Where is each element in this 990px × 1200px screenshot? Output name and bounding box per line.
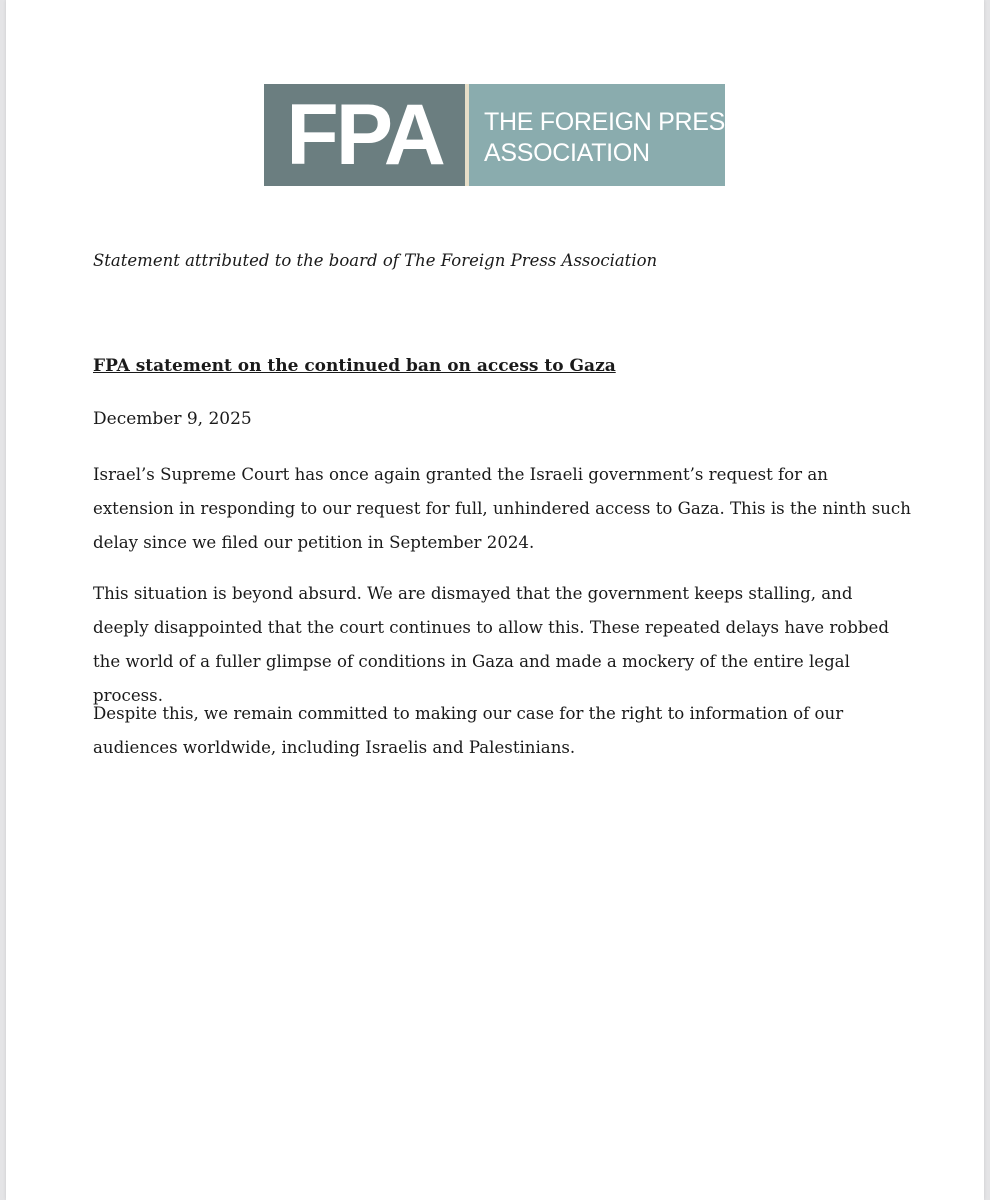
logo-name-line-2: ASSOCIATION <box>484 139 650 167</box>
attribution-line: Statement attributed to the board of The Foreign Press Association <box>93 251 658 270</box>
logo-organization-name <box>469 84 742 186</box>
logo-abbreviation: FPA <box>264 84 465 186</box>
statement-heading: FPA statement on the continued ban on access to Gaza <box>93 356 616 376</box>
paragraph-3: Despite this, we remain committed to making our case for the right to information of our audiences worldwide, including Israelis and Palestinians. <box>93 704 844 757</box>
paragraph-2: This situation is beyond absurd. We are dismayed that the government keeps stalling, and deeply disappointed that the court continues to allow this. These repeated delays have robbed the world of a fuller glimpse of conditions in Gaza and made a mockery of the entire legal process. <box>93 584 889 705</box>
logo-name-line-1: THE FOREIGN PRESS <box>484 108 742 136</box>
paragraph-1: Israel’s Supreme Court has once again granted the Israeli government’s request for an extension in responding to our request for full, unhindered access to Gaza. This is the ninth such delay since we filed our petition in September 2024. <box>93 465 911 552</box>
fpa-logo <box>264 84 742 186</box>
document-page <box>6 0 984 1200</box>
statement-date: December 9, 2025 <box>93 409 252 429</box>
